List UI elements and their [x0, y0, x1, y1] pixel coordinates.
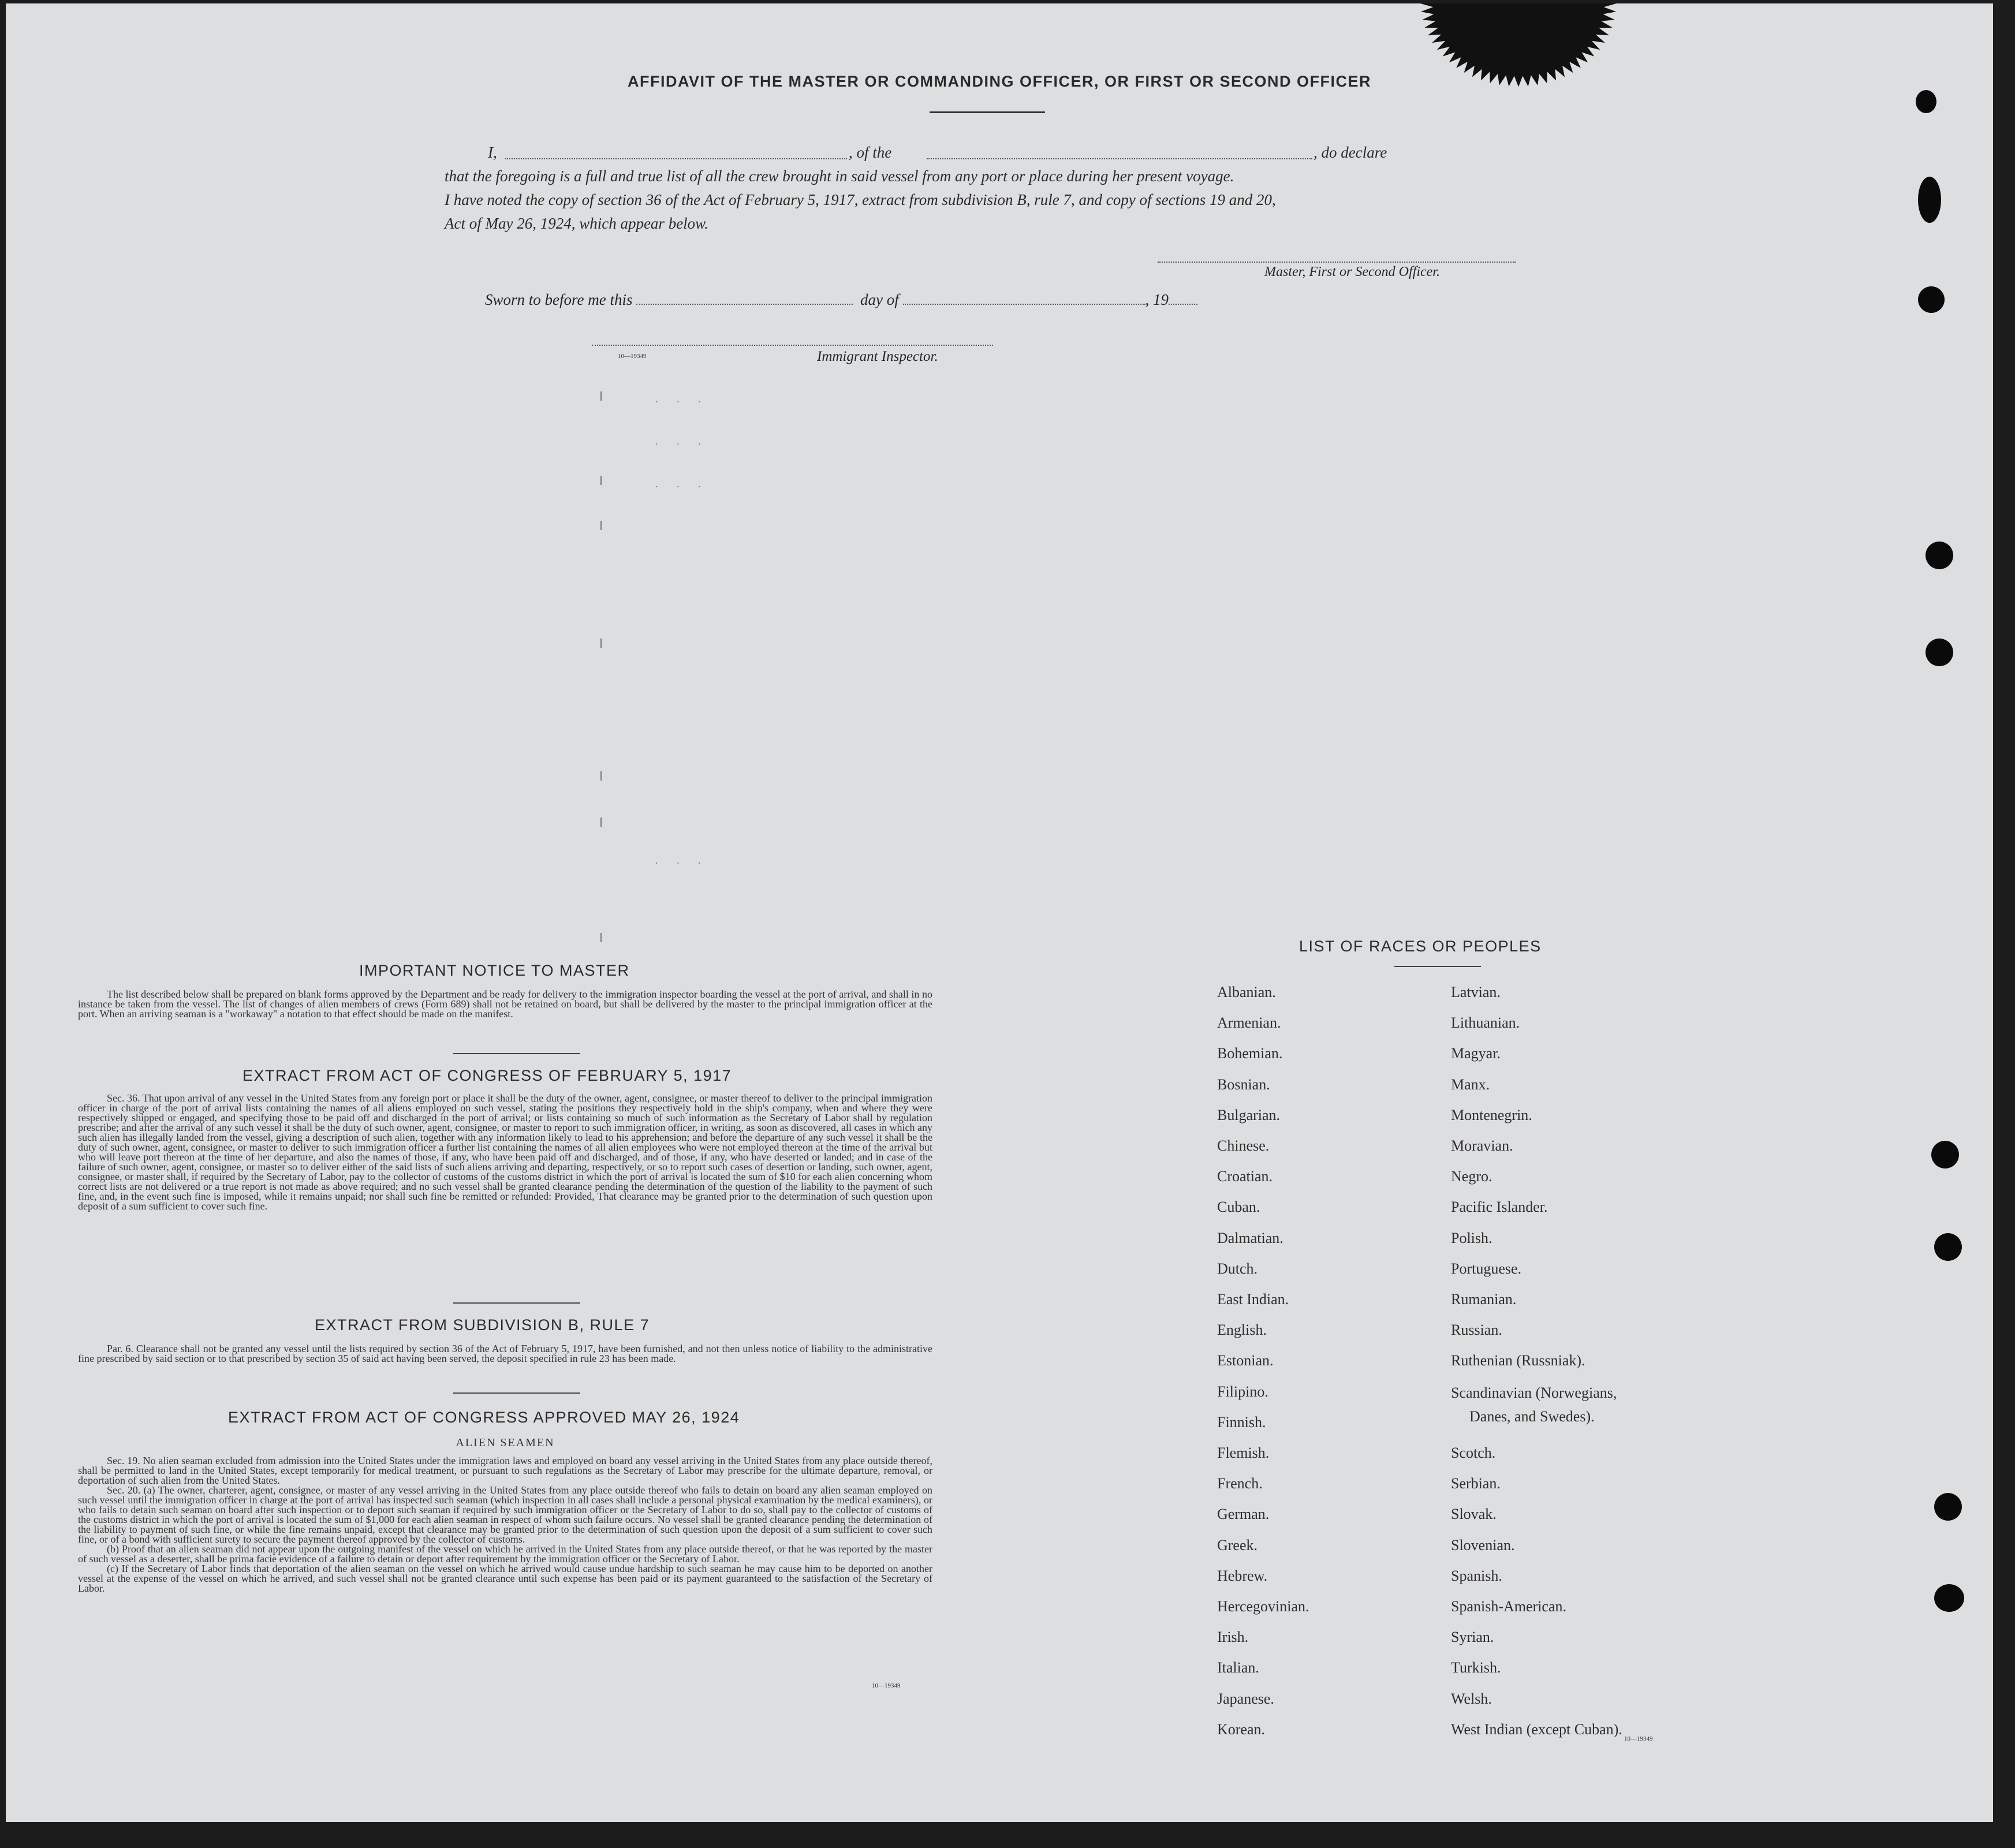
punch-hole	[1918, 177, 1941, 223]
race-item: Croatian.	[1217, 1168, 1273, 1185]
race-item: Latvian.	[1451, 984, 1501, 1000]
race-item: Albanian.	[1217, 984, 1276, 1000]
extract-1917-title: EXTRACT FROM ACT OF CONGRESS OF FEBRUARY 5, 1917	[242, 1067, 732, 1084]
faint-dots: . . .	[655, 435, 709, 447]
race-item: Dutch.	[1217, 1260, 1258, 1277]
declaration-first-line	[445, 141, 1542, 165]
extract-1924-title: EXTRACT FROM ACT OF CONGRESS APPROVED MAY 26, 1924	[228, 1409, 740, 1426]
section-rule	[453, 1302, 580, 1304]
punch-hole	[1931, 1141, 1959, 1168]
race-item: Negro.	[1451, 1168, 1492, 1185]
faint-mark	[600, 391, 602, 401]
faint-mark	[600, 817, 602, 827]
race-item: Dalmatian.	[1217, 1229, 1283, 1246]
inspector-signature-field[interactable]	[592, 345, 993, 346]
faint-dots: . . .	[655, 478, 709, 490]
title-rule	[930, 111, 1045, 113]
race-item: Russian.	[1451, 1321, 1502, 1339]
alien-seamen-subtitle: ALIEN SEAMEN	[456, 1436, 555, 1449]
form-number: 10—19349	[1624, 1735, 1653, 1742]
race-item: French.	[1217, 1475, 1263, 1492]
faint-mark	[600, 771, 602, 781]
i-label: I,	[488, 144, 497, 161]
year-prefix: , 19	[1145, 291, 1169, 308]
seal-icon	[1394, 3, 1643, 107]
race-item: English.	[1217, 1321, 1267, 1339]
race-item: Armenian.	[1217, 1014, 1281, 1032]
race-item: Irish.	[1217, 1629, 1249, 1646]
faint-mark	[600, 639, 602, 648]
declaration	[445, 141, 1542, 236]
race-item: Greek.	[1217, 1536, 1258, 1554]
race-item: Spanish-American.	[1451, 1598, 1567, 1615]
race-item: Moravian.	[1451, 1137, 1513, 1154]
do-declare-label: , do declare	[1314, 144, 1387, 161]
race-item: Serbian.	[1451, 1475, 1501, 1492]
extract-1924-text: Sec. 19. No alien seaman excluded from admission into the United States under the immigration laws and employed on board any vessel arriving in the United States from any place outside thereof, shall be permitted to land in the United States, except temporarily for medical treatment, or pursuant to such regulations as the Secretary of Labor may prescribe for the ultimate departure, removal, or deportation of such alien from the United States. Sec. 20. (a) The owner, charterer, agent, consignee, or master of any vessel arriving in the United States from any place outside thereof who fails to detain on board any alien seaman employed on such vessel until the immigration officer in charge at the port of arrival has inspected such seaman (which inspection in all cases shall include a personal physical examination by the medical examiners), or who fails to detain such seaman on board after such inspection or to deport such seaman if required by such immigration officer or the Secretary of Labor to do so, shall pay to the collector of customs of the customs district in which the port of arrival is located the sum of $1,000 for each alien seaman in respect of whom such failure occurs. No vessel shall be granted clearance pending the determination of the liability to payment of such fine, or while the fine remains unpaid, except that clearance may be granted prior to the determination of such question upon the deposit of a sum sufficient to cover such fine, or of a bond with sufficient surety to secure the payment thereof approved by the collector of customs. (b) Proof that an alien seaman did not appear upon the outgoing manifest of the vessel on which he arrived in the United States from any place outside thereof, or that he was reported by the master of such vessel as a deserter, shall be prima facie evidence of a failure to detain or deport after requirement by the immigration officer or the Secretary of Labor. (c) If the Secretary of Labor finds that deportation of the alien seaman on the vessel on which he arrived would cause undue hardship to such seaman he may cause him to be deported on another vessel at the expense of the vessel on which he arrived, and such vessel shall not be granted clearance until such expense has been paid or its payment guaranteed to the satisfaction of the Secretary of Labor.	[78, 1455, 932, 1594]
race-item: Bulgarian.	[1217, 1106, 1281, 1123]
race-item: Slovenian.	[1451, 1536, 1515, 1554]
form-number: 10—19349	[872, 1682, 901, 1689]
punch-hole	[1918, 286, 1945, 313]
affidavit-title: AFFIDAVIT OF THE MASTER OR COMMANDING OFFICER, OR FIRST OR SECOND OFFICER	[628, 73, 1371, 90]
notice-text: The list described below shall be prepared on blank forms approved by the Department and be ready for delivery to the immigration inspector boarding the vessel at the port of arrival, and shall in no instance be taken from the vessel. The list of changes of alien members of crews (Form 689) shall not be retained on board, but shall be delivered by the master to the principal immigration officer at the port. When an arriving seaman is a "workaway" a notation to that effect should be made on the manifest.	[78, 988, 932, 1020]
race-item: Hercegovinian.	[1217, 1598, 1309, 1615]
race-item: Finnish.	[1217, 1413, 1266, 1431]
race-item: Filipino.	[1217, 1383, 1268, 1400]
race-item: Turkish.	[1451, 1659, 1501, 1677]
faint-mark	[600, 933, 602, 942]
sworn-month-field[interactable]	[903, 304, 1145, 305]
race-item: Lithuanian.	[1451, 1014, 1520, 1032]
race-item: Japanese.	[1217, 1690, 1274, 1707]
race-item: Polish.	[1451, 1229, 1492, 1246]
race-item: Syrian.	[1451, 1629, 1494, 1646]
race-item: Pacific Islander.	[1451, 1199, 1548, 1216]
race-item: Bosnian.	[1217, 1076, 1270, 1093]
sworn-prefix: Sworn to before me this	[485, 291, 633, 308]
sworn-year-field[interactable]	[1169, 304, 1197, 305]
race-item: Portuguese.	[1451, 1260, 1522, 1277]
day-of-label: day of	[860, 291, 899, 308]
faint-mark	[600, 521, 602, 530]
race-item: Hebrew.	[1217, 1567, 1268, 1584]
extract-rule7-title: EXTRACT FROM SUBDIVISION B, RULE 7	[315, 1316, 650, 1334]
sworn-line	[485, 291, 1197, 309]
extract-1917-text: Sec. 36. That upon arrival of any vessel in the United States from any foreign port or place it shall be the duty of the owner, agent, consignee, or master thereof to deliver to the principal immigration officer in charge of the port of arrival lists containing the names of all aliens employed on such vessel, stating the positions they respectively hold in the ship's company, when and where they were respectively shipped or engaged, and specifying those to be paid off and discharged in the port of arrival; or lists containing so much of such information as the Secretary of Labor shall by regulation prescribe; and after the arrival of any such vessel it shall be the duty of such owner, agent, consignee, or master to report to such immigration officer, in writing, as soon as discovered, all cases in which any such alien has illegally landed from the vessel, giving a description of such alien, together with any information likely to lead to his apprehension; and before the departure of any such vessel it shall be the duty of such owner, agent, consignee, or master to deliver to such immigration officer a further list containing the names of all alien employees who were not employed thereon at the time of the arrival but who will leave port thereon at the time of her departure, and also the names of those, if any, who have been paid off and discharged, and of those, if any, who have deserted or landed; and in case of the failure of such owner, agent, consignee, or master so to deliver either of the said lists of such aliens arriving and departing, respectively, or so to report such cases of desertion or landing, such owner, agent, consignee, or master shall, if required by the Secretary of Labor, pay to the collector of customs of the customs district in which the port of arrival is located the sum of $10 for each alien concerning whom correct lists are not delivered or a true report is not made as above required; and no such vessel shall be granted clearance pending the determination of the question of the liability to the payment of such fine, and, in the event such fine is imposed, while it remains unpaid; nor shall such fine be remitted or refunded: Provided, That clearance may be granted prior to the determination of such question upon deposit of a sum sufficient to cover such fine.	[78, 1092, 932, 1212]
race-item: Italian.	[1217, 1659, 1259, 1677]
form-page	[6, 3, 1993, 1822]
faint-dots: . . .	[655, 393, 709, 405]
punch-hole	[1934, 1493, 1962, 1521]
race-item: Flemish.	[1217, 1444, 1270, 1461]
punch-hole	[1926, 542, 1953, 569]
punch-hole	[1916, 90, 1936, 113]
race-item: German.	[1217, 1506, 1270, 1523]
race-item: Ruthenian (Russniak).	[1451, 1352, 1585, 1369]
sworn-day-field[interactable]	[636, 304, 853, 305]
of-the-label: , of the	[849, 144, 892, 161]
punch-hole	[1926, 639, 1953, 666]
race-item: Korean.	[1217, 1720, 1266, 1738]
section-rule	[453, 1053, 580, 1054]
race-item: Montenegrin.	[1451, 1106, 1532, 1123]
vessel-field[interactable]	[927, 158, 1312, 159]
race-item: Cuban.	[1217, 1199, 1260, 1216]
race-item: Chinese.	[1217, 1137, 1270, 1154]
name-field[interactable]	[505, 158, 847, 159]
form-number: 10—19349	[618, 353, 647, 360]
declaration-line: that the foregoing is a full and true list of all the crew brought in said vessel from any port or place during her present voyage.	[445, 167, 1234, 185]
notice-title: IMPORTANT NOTICE TO MASTER	[359, 962, 630, 979]
declaration-line: I have noted the copy of section 36 of the Act of February 5, 1917, extract from subdivision B, rule 7, and copy of sections 19 and 20,	[445, 191, 1276, 208]
race-item: Rumanian.	[1451, 1291, 1517, 1308]
races-title: LIST OF RACES OR PEOPLES	[1299, 938, 1542, 955]
race-item: Manx.	[1451, 1076, 1490, 1093]
punch-hole	[1934, 1584, 1964, 1612]
officer-signature-label: Master, First or Second Officer.	[1264, 264, 1440, 279]
race-item: East Indian.	[1217, 1291, 1289, 1308]
race-item: Scotch.	[1451, 1444, 1496, 1461]
race-item: Magyar.	[1451, 1045, 1501, 1062]
race-item: Slovak.	[1451, 1506, 1497, 1523]
punch-hole	[1934, 1233, 1962, 1261]
race-item: Bohemian.	[1217, 1045, 1283, 1062]
declaration-line: Act of May 26, 1924, which appear below.	[445, 215, 708, 232]
extract-rule7-text: Par. 6. Clearance shall not be granted any vessel until the lists required by section 36 of the Act of February 5, 1917, have been furnished, and not then unless notice of liability to the administrative fine prescribed by said section or to that prescribed by section 35 of said act having been served, the deposit specified in rule 23 has been made.	[78, 1343, 932, 1364]
faint-mark	[600, 476, 602, 485]
race-item: Welsh.	[1451, 1690, 1492, 1707]
race-item: Estonian.	[1217, 1352, 1274, 1369]
race-item: Danes, and Swedes).	[1469, 1408, 1595, 1425]
race-item: Scandinavian (Norwegians,	[1451, 1384, 1617, 1401]
officer-signature-field[interactable]	[1158, 262, 1516, 263]
race-item: West Indian (except Cuban).	[1451, 1720, 1622, 1738]
race-item: Spanish.	[1451, 1567, 1502, 1584]
inspector-label: Immigrant Inspector.	[817, 349, 938, 364]
section-rule	[453, 1392, 580, 1394]
races-rule	[1394, 966, 1481, 967]
faint-dots: . . .	[655, 854, 709, 866]
